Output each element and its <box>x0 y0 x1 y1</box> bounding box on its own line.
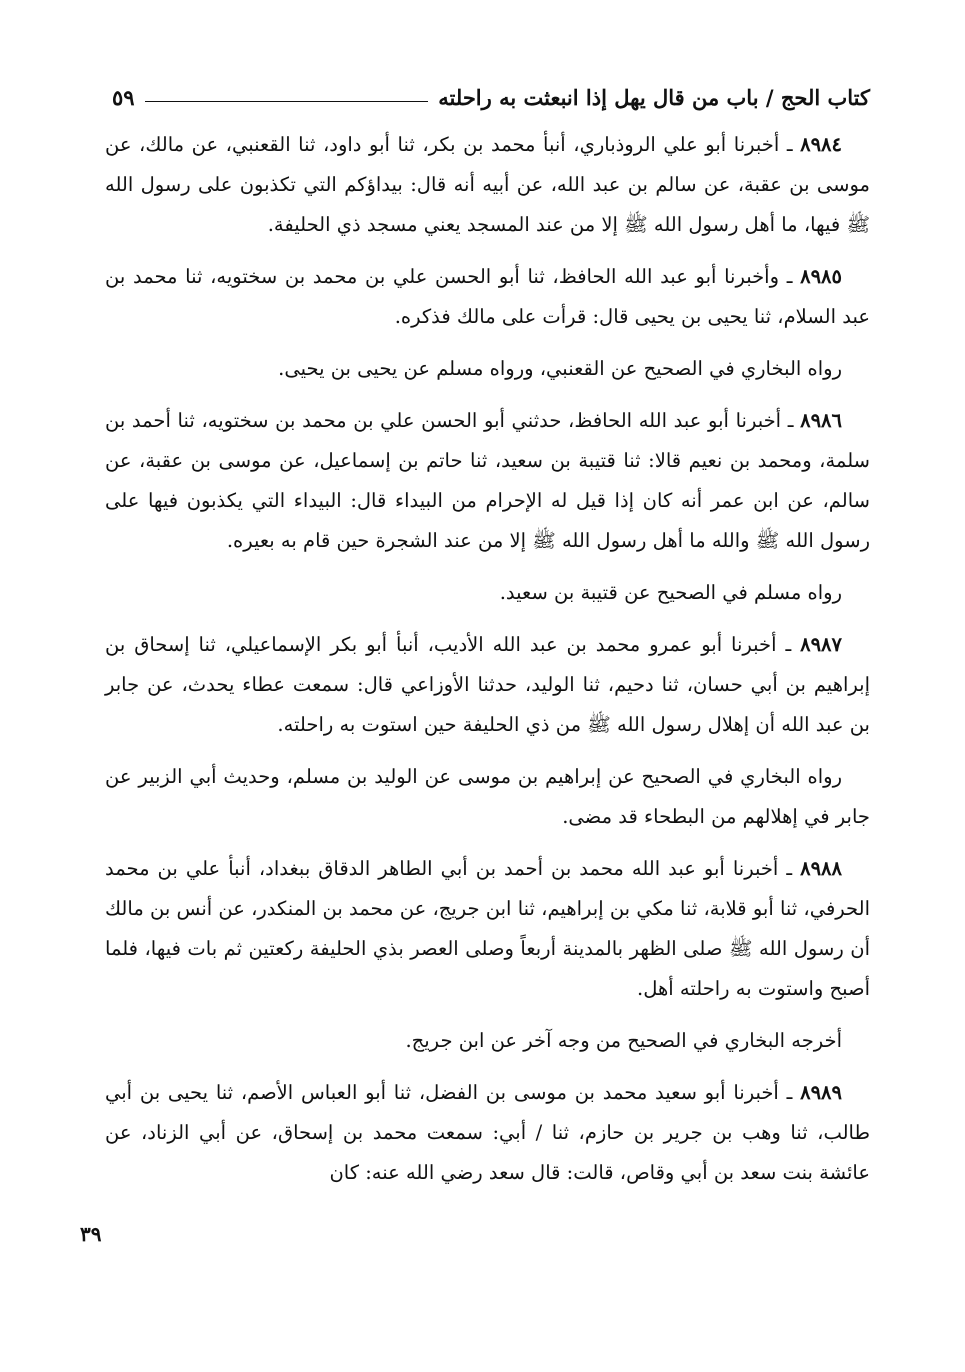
hadith-text: ـ وأخبرنا أبو عبد الله الحافظ، ثنا أبو الحسن علي بن محمد بن سختويه، ثنا محمد بن عبد السلام، ثنا يحيى بن يحيى قال: قرأت على مالك فذكره. <box>105 265 870 328</box>
hadith-number: ٨٩٨٩ <box>800 1081 842 1104</box>
source-note <box>105 349 870 389</box>
header-title: كتاب الحج / باب من قال يهل إذا انبعثت به راحلته <box>438 85 870 110</box>
hadith-number: ٨٩٨٤ <box>800 133 842 156</box>
hadith-paragraph <box>105 625 870 745</box>
hadith-text: ـ أخبرنا أبو عبد الله محمد بن أحمد بن أبي الطاهر الدقاق ببغداد، أنبأ علي بن محمد الحرفي، ثنا أبو قلابة، ثنا مكي بن إبراهيم، ثنا ابن جريج، عن محمد بن المنكدر، عن أنس بن مالك أن رسول الله ﷺ صلى الظهر بالمدينة أربعاً وصلى العصر بذي الحليفة ركعتين ثم بات فيها، فلما أصبح واستوت به راحلته أهل. <box>105 857 870 1000</box>
source-note-text: رواه البخاري في الصحيح عن القعنبي، ورواه مسلم عن يحيى بن يحيى. <box>278 357 842 380</box>
hadith-number: ٨٩٨٦ <box>800 409 842 432</box>
header-rule <box>145 101 429 102</box>
source-note-text: أخرجه البخاري في الصحيح من وجه آخر عن ابن جريج. <box>405 1029 842 1052</box>
hadith-paragraph <box>105 849 870 1009</box>
hadith-text: ـ أخبرنا أبو سعيد محمد بن موسى بن الفضل، ثنا أبو العباس الأصم، ثنا يحيى بن أبي طالب، ثنا وهب بن جرير بن حازم، ثنا / أبي: سمعت محمد بن إسحاق، عن أبي الزناد، عن عائشة بنت سعد بن أبي وقاص، قالت: قال سعد رضي الله عنه: كان <box>105 1081 870 1184</box>
running-header <box>112 70 870 110</box>
hadith-paragraph <box>105 257 870 337</box>
hadith-paragraph <box>105 401 870 561</box>
margin-volume-marker: ٣٩ <box>80 1222 102 1246</box>
hadith-number: ٨٩٨٧ <box>800 633 842 656</box>
hadith-text: ـ أخبرنا أبو علي الروذباري، أنبأ محمد بن بكر، ثنا أبو داود، ثنا القعنبي، عن مالك، عن موسى بن عقبة، عن سالم بن عبد الله، عن أبيه أنه قال: بيداؤكم التي تكذبون على رسول الله ﷺ فيها، ما أهل رسول الله ﷺ إلا من عند المسجد يعني مسجد ذي الحليفة. <box>105 133 870 236</box>
hadith-number: ٨٩٨٥ <box>800 265 842 288</box>
source-note <box>105 757 870 837</box>
hadith-number: ٨٩٨٨ <box>800 857 842 880</box>
source-note-text: رواه البخاري في الصحيح عن إبراهيم بن موسى عن الوليد بن مسلم، وحديث أبي الزبير عن جابر في إهلالهم من البطحاء قد مضى. <box>105 765 870 828</box>
hadith-text: ـ أخبرنا أبو عمرو محمد بن عبد الله الأديب، أنبأ أبو بكر الإسماعيلي، ثنا إسحاق بن إبراهيم بن أبي حسان، ثنا دحيم، ثنا الوليد، حدثنا الأوزاعي قال: سمعت عطاء يحدث، عن جابر بن عبد الله أن إهلال رسول الله ﷺ من ذي الحليفة حين استوت به راحلته. <box>105 633 870 736</box>
source-note <box>105 573 870 613</box>
page-number: ٥٩ <box>112 85 135 110</box>
source-note <box>105 1021 870 1061</box>
source-note-text: رواه مسلم في الصحيح عن قتيبة بن سعيد. <box>499 581 842 604</box>
hadith-paragraph <box>105 125 870 245</box>
hadith-paragraph <box>105 1073 870 1193</box>
hadith-text: ـ أخبرنا أبو عبد الله الحافظ، حدثني أبو الحسن علي بن محمد بن سختويه، ثنا أحمد بن سلمة، ومحمد بن نعيم قالا: ثنا قتيبة بن سعيد، ثنا حاتم بن إسماعيل، عن موسى بن عقبة، عن سالم، عن ابن عمر أنه كان إذا قيل له الإحرام من البيداء قال: البيداء التي يكذبون فيها على رسول الله ﷺ والله ما أهل رسول الله ﷺ إلا من عند الشجرة حين قام به بعيره. <box>105 409 870 552</box>
page-body <box>105 125 870 1205</box>
